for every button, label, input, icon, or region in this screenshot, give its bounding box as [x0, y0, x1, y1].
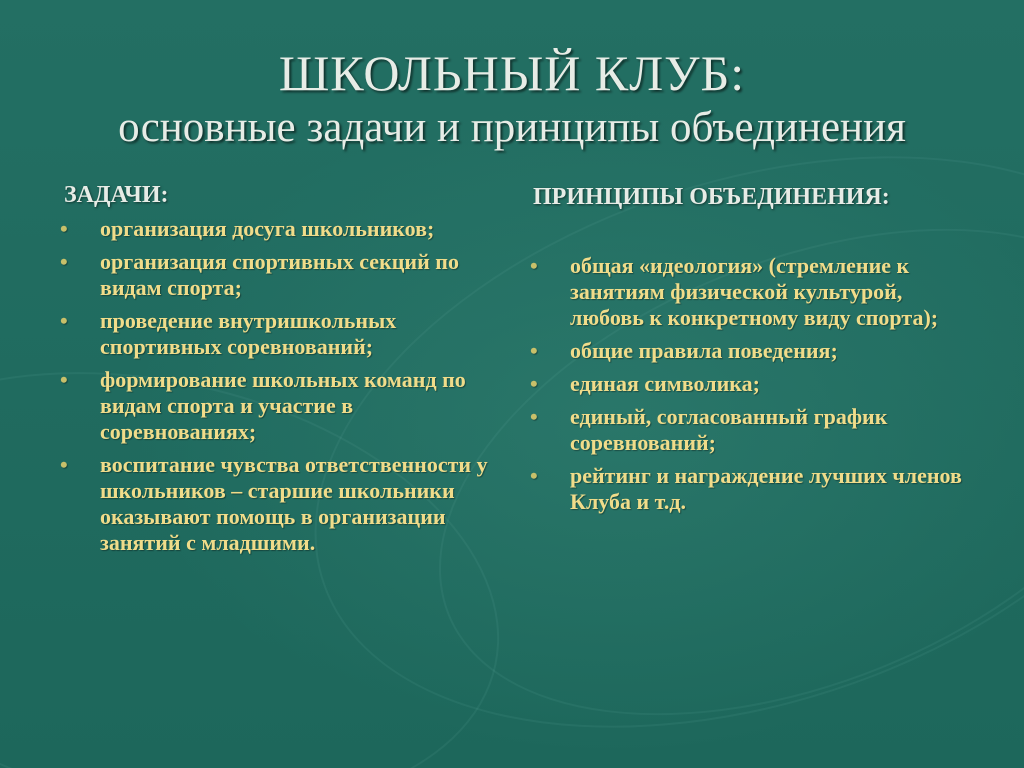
- list-item-text: организация досуга школьников;: [100, 216, 435, 241]
- list-item: [530, 371, 970, 397]
- list-item: [530, 404, 970, 456]
- list-item: [60, 452, 500, 556]
- bullet-icon: •: [60, 367, 68, 392]
- list-item-text: формирование школьных команд по видам спорта и участие в соревнованиях;: [100, 367, 466, 444]
- list-item-text: общая «идеология» (стремление к занятиям физической культурой, любовь к конкретному виду спорта);: [570, 253, 939, 330]
- bullet-icon: •: [60, 308, 68, 333]
- list-item-text: единый, согласованный график соревнований;: [570, 404, 888, 455]
- list-item: [60, 249, 500, 301]
- bullet-icon: •: [530, 253, 538, 278]
- bullet-icon: •: [530, 463, 538, 488]
- bullet-icon: •: [60, 216, 68, 241]
- list-item-text: проведение внутришкольных спортивных соревнований;: [100, 308, 397, 359]
- tasks-list: [60, 216, 500, 563]
- list-item: [60, 308, 500, 360]
- list-item: [530, 253, 970, 331]
- list-item: [530, 338, 970, 364]
- bullet-icon: •: [530, 371, 538, 396]
- list-item: [530, 463, 970, 515]
- principles-list: [530, 253, 970, 522]
- principles-heading: ПРИНЦИПЫ ОБЪЕДИНЕНИЯ:: [533, 184, 890, 210]
- list-item-text: воспитание чувства ответственности у школьников – старшие школьники оказывают помощь в организации занятий с младшими.: [100, 452, 488, 555]
- list-item-text: рейтинг и награждение лучших членов Клуба и т.д.: [570, 463, 962, 514]
- tasks-heading: ЗАДАЧИ:: [64, 182, 169, 208]
- bullet-icon: •: [60, 452, 68, 477]
- list-item: [60, 216, 500, 242]
- slide-title: ШКОЛЬНЫЙ КЛУБ:: [278, 45, 746, 101]
- bullet-icon: •: [530, 338, 538, 363]
- list-item-text: единая символика;: [570, 371, 760, 396]
- bullet-icon: •: [60, 249, 68, 274]
- list-item-text: организация спортивных секций по видам спорта;: [100, 249, 459, 300]
- list-item-text: общие правила поведения;: [570, 338, 838, 363]
- slide-subtitle: основные задачи и принципы объединения: [118, 104, 906, 151]
- bullet-icon: •: [530, 404, 538, 429]
- list-item: [60, 367, 500, 445]
